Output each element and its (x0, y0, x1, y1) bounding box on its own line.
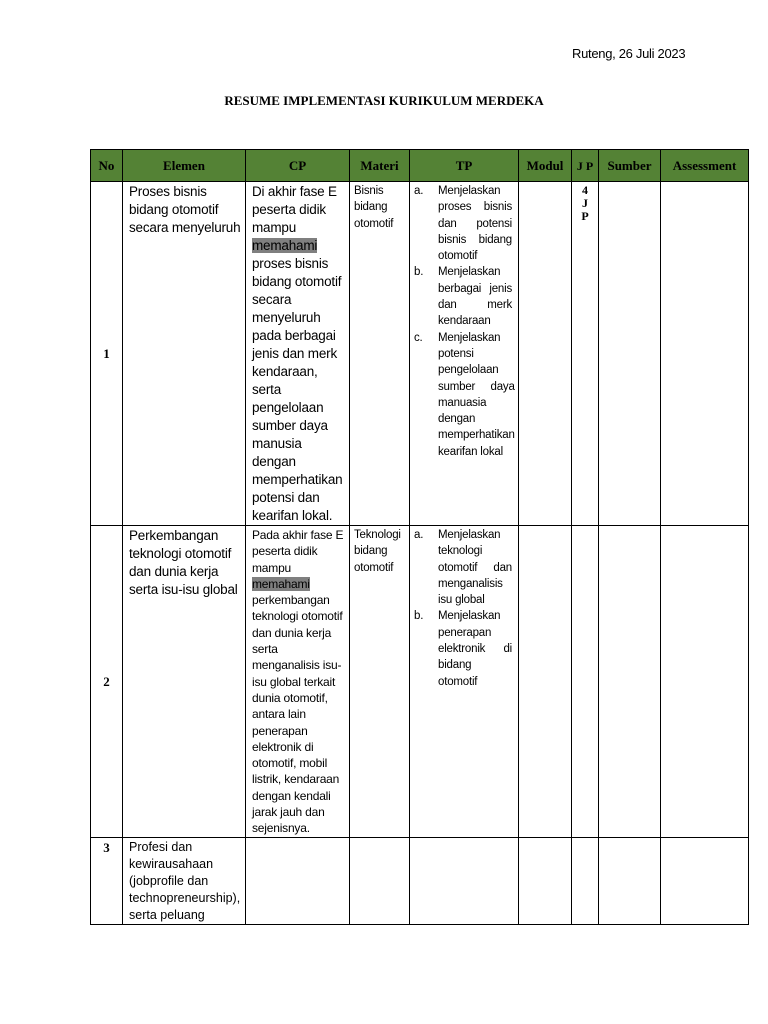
assessment-cell (661, 182, 749, 526)
curriculum-table (90, 149, 749, 925)
tp-item (414, 183, 512, 264)
tp-cell (410, 838, 519, 925)
materi-cell (350, 838, 410, 925)
table-header-row (91, 150, 749, 182)
cp-cell (246, 526, 350, 838)
document-title: RESUME IMPLEMENTASI KURIKULUM MERDEKA (224, 93, 544, 108)
header-assessment: Assessment (661, 150, 749, 182)
cp-text: Di akhir fase E peserta didik mampu (252, 184, 337, 235)
cp-text: Pada akhir fase E peserta didik mampu (252, 528, 344, 575)
sumber-cell (599, 182, 661, 526)
row-number: 3 (91, 838, 123, 925)
table-row (91, 526, 749, 838)
tp-item-label: a. (414, 185, 424, 197)
sumber-cell (599, 526, 661, 838)
jp-cell (572, 838, 599, 925)
tp-item-text: Menjelaskan proses bisnis dan potensi bisnis bidang otomotif (438, 185, 512, 263)
materi-cell: Bisnis bidang otomotif (350, 182, 410, 526)
sumber-cell (599, 838, 661, 925)
tp-item-text: Menjelaskan teknologi otomotif dan menganalisis isu global (438, 529, 512, 607)
tp-item (414, 264, 512, 329)
header-sumber: Sumber (599, 150, 661, 182)
header-elemen: Elemen (123, 150, 246, 182)
elemen-cell: Perkembangan teknologi otomotif dan dunia kerja serta isu-isu global (123, 526, 246, 838)
elemen-cell: Proses bisnis bidang otomotif secara menyeluruh (123, 182, 246, 526)
tp-cell (410, 182, 519, 526)
table-row (91, 838, 749, 925)
tp-item-label: c. (414, 331, 423, 344)
cp-highlight: memahami (252, 576, 310, 591)
cp-cell (246, 182, 350, 526)
modul-cell (519, 838, 572, 925)
table-row (91, 182, 749, 526)
row-number: 1 (91, 182, 123, 526)
materi-cell: Teknologi bidang otomotif (350, 526, 410, 838)
header-no: No (91, 150, 123, 182)
modul-cell (519, 182, 572, 526)
cp-highlight: memahami (252, 238, 318, 253)
tp-item (414, 608, 512, 689)
assessment-cell (661, 526, 749, 838)
modul-cell (519, 526, 572, 838)
cp-text: proses bisnis bidang otomotif secara menyeluruh pada berbagai jenis dan merk kendaraan, serta pengelolaan sumber daya manusia dengan memperhatikan potensi dan kearifan lokal. (252, 256, 343, 523)
jp-cell: 4 J P (572, 182, 599, 526)
cp-cell (246, 838, 350, 925)
elemen-cell: Profesi dan kewirausahaan (jobprofile dan technopreneurship), serta peluang (123, 838, 246, 925)
header-materi: Materi (350, 150, 410, 182)
cp-text: perkembangan teknologi otomotif dan dunia kerja serta menganalisis isu-isu global terkait dunia otomotif, antara lain penerapan elektronik di otomotif, mobil listrik, kendaraan dengan kendali jarak jauh dan sejenisnya. (252, 593, 343, 836)
header-modul: Modul (519, 150, 572, 182)
tp-item-text: Menjelaskan berbagai jenis dan merk kendaraan (438, 266, 512, 328)
assessment-cell (661, 838, 749, 925)
jp-cell (572, 526, 599, 838)
header-jp: J P (572, 150, 599, 182)
tp-item (414, 330, 515, 460)
document-date: Ruteng, 26 Juli 2023 (572, 46, 686, 61)
tp-item-label: b. (414, 610, 424, 623)
tp-item-label: a. (414, 529, 424, 541)
header-cp: CP (246, 150, 350, 182)
tp-item-text: Menjelaskan potensi pengelolaan sumber daya manuasia dengan memperhatikan kearifan lokal (438, 331, 515, 458)
tp-cell (410, 526, 519, 838)
row-number: 2 (91, 526, 123, 838)
tp-item-text: Menjelaskan penerapan elektronik di bidang otomotif (438, 610, 512, 688)
tp-item (414, 527, 512, 608)
header-tp: TP (410, 150, 519, 182)
tp-item-label: b. (414, 266, 424, 279)
